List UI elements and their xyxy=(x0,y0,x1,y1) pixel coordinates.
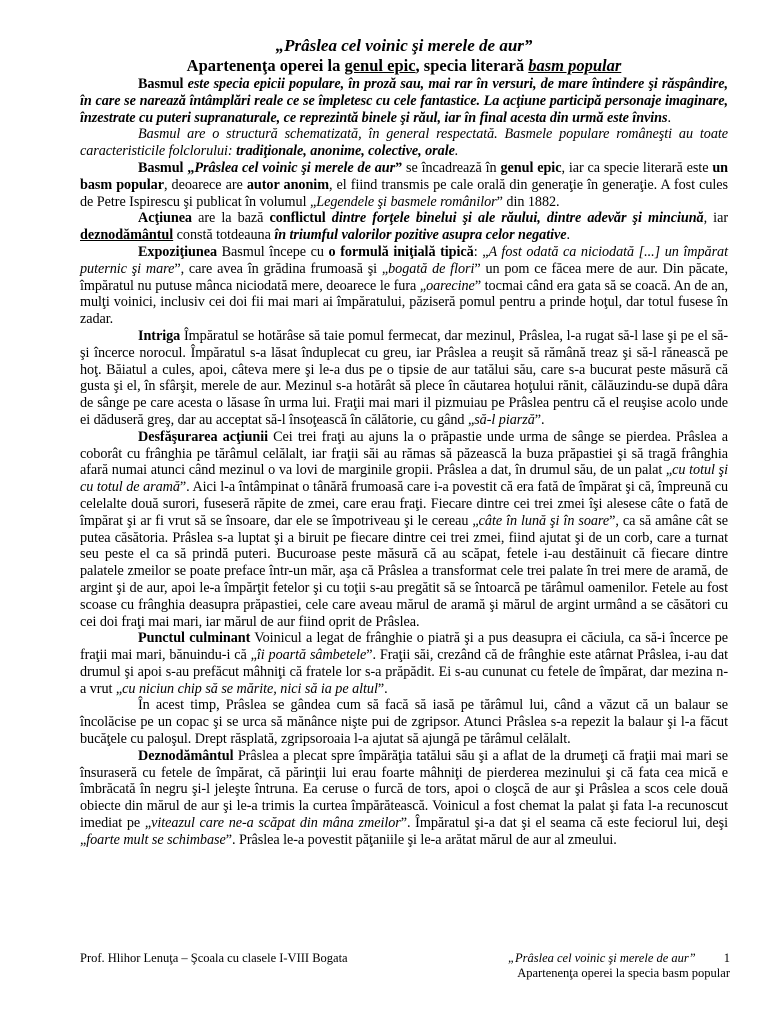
run: ”. Prâslea le-a povestit păţaniile şi le-a arătat mărul de aur al zmeului. xyxy=(225,831,617,848)
run: bogată de flori xyxy=(388,260,475,277)
run: ” un pom ce făcea mere de aur. Din păcate, împăratul nu putuse mânca niciodată mere, deoarece le fura „ xyxy=(80,260,728,294)
run: are la bază xyxy=(191,210,270,227)
document-subtitle xyxy=(80,56,728,76)
section-heading: Expoziţiunea xyxy=(138,243,218,260)
section-heading: Deznodământul xyxy=(138,747,234,764)
run: viteazul care ne-a scăpat din mâna zmeilor xyxy=(151,815,401,832)
subtitle-text: , specia literară xyxy=(415,56,529,75)
run: , iar ca specie literară este xyxy=(561,159,713,176)
run: ”, ca să amâne cât se putea căsătoria. Prâslea s-a luptat şi a biruit pe fiecare dintre cei trei zmei, fiind ajutat şi de un corb, care a turnat seu peste el ca să prindă puteri. Bucuroase peste măsură că au scăpat, fetele i-au destăinuit că fiecare dintre palatele zmeilor se poate preface într-un măr, aşa că Prâslea a transformat cele trei palate în trei mere de aramă, de argint şi de aur, apoi le-a împărţit fetelor şi cu toţii s-au pregătit să se întoarcă pe tărâmul oamenilor. Fetele au fost scoase cu frânghia deasupra prăpastiei, cele care aveau mărul de aramă şi mărul de argint urmând a se căsători cu cei doi fraţi mai mari, iar mărul de aur fiind oprit de Prâslea. xyxy=(80,512,728,630)
run: ”. Fraţii săi, crezând că de frânghie este atârnat Prâslea, i-au dat drumul şi apoi s-au prefăcut mâhniţi că fratele lor s-a prăpădit. Ei s-au cununat cu fetele de împărat, dar mezina n-a vrut „ xyxy=(80,647,728,697)
page-number: 1 xyxy=(723,951,730,965)
paragraph-definition xyxy=(80,76,728,126)
run: îi poartă sâmbetele xyxy=(256,647,367,664)
run: se încadrează în xyxy=(402,159,501,176)
run: câte în lună şi în soare xyxy=(478,512,610,529)
footer-subtitle: Apartenenţa operei la specia basm popular xyxy=(517,966,730,980)
run: o formulă iniţială tipică xyxy=(328,243,474,260)
run: A fost odată ca niciodată [...] un împărat puternic şi mare xyxy=(80,243,728,277)
run: : „ xyxy=(473,243,489,260)
paragraph-action xyxy=(80,210,728,244)
run: în triumful valorilor pozitive asupra celor negative xyxy=(274,227,567,244)
run: , deoarece are xyxy=(163,176,247,193)
run: deznodământul xyxy=(80,227,174,244)
run: ” tocmai când era gata să se coacă. An de an, mulţi voinici, inclusiv cei doi fii mai mari ai împăratului, păziseră pomul pentru a prinde hoţul, dar totul fusese în zadar. xyxy=(80,277,728,328)
run: ”. Aici l-a întâmpinat o tânără frumoasă care i-a povestit că era fată de împărat şi că, împreună cu celelalte două surori, fuseseră răpite de zmei, care erau fraţi. Fiecare dintre cei trei zmei îşi alesese câte o fată de împărat şi ar fi vrut să se însoare, dar ele se împotriveau şi le cereau „ xyxy=(80,479,728,529)
run: ”. Împăratul şi-a dat şi el seama că este feciorul lui, deşi „ xyxy=(80,815,728,848)
paragraph-climax xyxy=(80,630,728,697)
run: Basmul are o structură schematizată, în general respectată. Basmele populare româneşti au toate caracteristicile folclorului: xyxy=(80,126,728,160)
run: autor anonim xyxy=(246,176,329,193)
run: dintre forţele binelui şi ale răului, dintre adevăr şi minciună xyxy=(325,210,704,227)
subtitle-text: Apartenenţa operei la xyxy=(186,56,345,75)
subtitle-species: basm popular xyxy=(528,56,622,75)
paragraph-exposition xyxy=(80,244,728,328)
run: . xyxy=(454,143,459,160)
run: tradiţionale, anonime, colective, orale xyxy=(236,143,455,160)
section-heading: Desfăşurarea acţiunii xyxy=(138,428,268,445)
run: cu totul şi cu totul de aramă xyxy=(80,462,728,496)
run: conflictul xyxy=(269,210,326,227)
paragraph-development xyxy=(80,429,728,631)
run: Voinicul a legat de frânghie o piatră şi a pus deasupra ei căciula, ca să-i încerce pe fraţii mai mari, bănuindu-i că „ xyxy=(80,630,728,664)
footer-title: „Prâslea cel voinic şi merele de aur” xyxy=(508,951,696,965)
run: Basmul începe cu xyxy=(217,243,329,260)
run: Legendele şi basmele românilor xyxy=(316,193,497,210)
run: să-l piarză xyxy=(474,411,535,428)
run: . xyxy=(667,109,671,126)
paragraph-structure xyxy=(80,126,728,160)
run: , iar xyxy=(703,210,728,227)
run: genul epic xyxy=(500,159,562,176)
paragraph-classification xyxy=(80,160,728,210)
run: este specia epicii populare, în proză sau, mai rar în versuri, de mare întindere şi răspândire, în care se narează întâmplări reale ce se împletesc cu cele fantastice. La acţiune participă personaje imaginare, înzestrate cu puteri supranaturale, ce reprezintă binele şi răul, iar în final acesta din urmă este învins xyxy=(80,76,729,126)
run: Basmul „ xyxy=(138,159,195,176)
run: Basmul xyxy=(138,76,188,92)
run: ”. xyxy=(534,411,545,428)
run: constă totdeauna xyxy=(173,227,275,244)
run: , el fiind transmis pe cale orală din generaţie în generaţie. A fost cules de Petre Ispirescu şi publicat în volumul „ xyxy=(80,176,728,210)
run: foarte mult se schimbase xyxy=(86,831,226,848)
subtitle-genre: genul epic xyxy=(344,56,416,75)
paragraph-climax-continued: În acest timp, Prâslea se gândea cum să facă să iasă pe tărâmul lui, când a văzut că un balaur se încolăcise pe un copac şi se urca să mănânce nişte pui de zgripsor. Atunci Prâslea s-a repezit la balaur şi l-a făcut bucăţele cu paloşul. Drept răsplată, zgripsoroaia l-a ajutat să ajungă pe tărâmul celălalt. xyxy=(80,697,728,748)
run: un basm popular xyxy=(80,159,729,193)
run: Împăratul se hotărâse să taie pomul fermecat, dar mezinul, Prâslea, l-a rugat să-l lase şi pe el să-şi încerce norocul. Împăratul s-a lăsat înduplecat cu greu, iar Prâslea a reuşit să rămână treaz şi să-l rănească pe hoţ. Băiatul a cules, apoi, câteva mere şi le-a dus pe o tipsie de aur tatălui său, care s-a bucurat peste măsură că gusta şi el, în sfârşit, merele de aur. Mezinul s-a hotărât să plece în căutarea hoţului rănit, călăuzindu-se după dâra de sânge pe care acesta o lăsase în urma lui. Fraţii mai mari il pizmuiau pe Prâslea pentru că el reuşise acolo unde ei dăduseră greş, dar au acceptat să-l însoţească în călătorie, cu gând „ xyxy=(80,327,728,428)
run: Prâslea a plecat spre împărăţia tatălui său şi a aflat de la drumeţi că fraţii mai mari se însuraseră cu fetele de împărat, că părinţii lui erau foarte mâhniţi de pierderea mezinului şi că fata cea mică e îmbrăcată în negru şi-l jeleşte întruna. Ea ceruse o furcă de tors, apoi o cloşcă de aur şi Prâslea a scos cele două obiecte din mărul de aur şi le-a trimis la curtea împărătească. Voinicul a fost chemat la palat şi fata l-a recunoscut imediat pe „ xyxy=(80,747,728,832)
paragraph-ending xyxy=(80,748,728,849)
document-title: „Prâslea cel voinic şi merele de aur” xyxy=(275,36,533,55)
run: . xyxy=(566,227,571,244)
document-page xyxy=(80,36,728,849)
run: cu niciun chip să se mărite, nici să ia pe altul xyxy=(122,680,378,697)
run: Prâslea cel voinic şi merele de aur xyxy=(194,159,396,176)
section-heading: Intriga xyxy=(138,327,181,344)
run: ”, care avea în grădina frumoasă şi „ xyxy=(174,260,389,277)
footer-right xyxy=(508,951,730,981)
section-heading: Punctul culminant xyxy=(138,630,251,647)
paragraph-intrigue xyxy=(80,328,728,429)
run: ”. xyxy=(377,680,388,697)
run: oarecine xyxy=(426,277,475,294)
footer-author: Prof. Hlihor Lenuţa – Şcoala cu clasele I-VIII Bogata xyxy=(80,951,348,965)
run: ” xyxy=(395,159,403,176)
run: ” din 1882. xyxy=(496,193,560,210)
run: Acţiunea xyxy=(138,210,192,227)
run: Cei trei fraţi au ajuns la o prăpastie unde urma de sânge se pierdea. Prâslea a coborât cu frânghia pe tărâmul celălalt, iar fraţii săi au rămas să păzească la buza prăpastiei şi să tragă frânghia afară numai atunci când mezinul o va lovi de marginile gropii. Prâslea a dat, în drumul său, de un palat „ xyxy=(80,428,728,479)
